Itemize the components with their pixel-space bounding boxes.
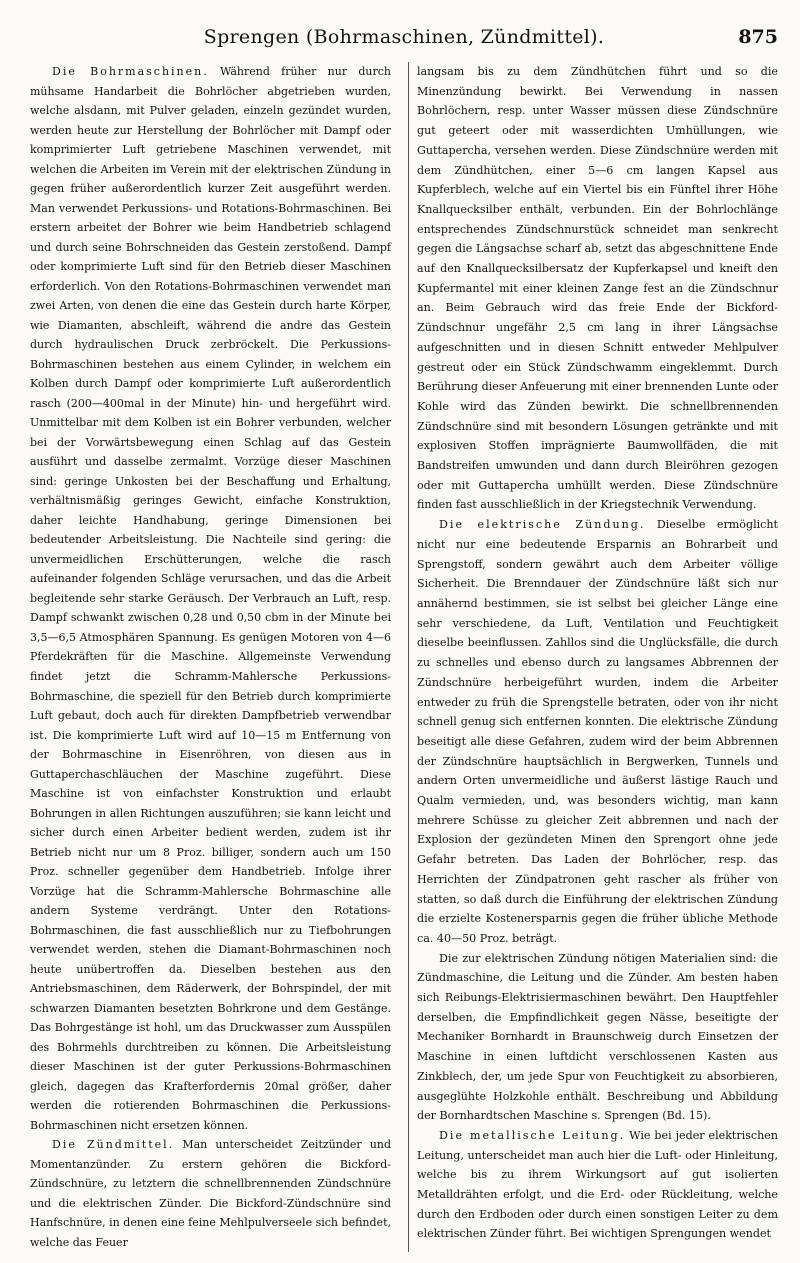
paragraph-metallische-leitung <box>417 1126 778 1244</box>
section-lead: Die elektrische Zündung. <box>439 518 646 532</box>
column-divider <box>408 62 409 1252</box>
paragraph-zuendmittel <box>30 1135 391 1252</box>
paragraph-bohrmaschinen <box>30 62 391 1135</box>
page-header <box>30 12 778 48</box>
paragraph-text: langsam bis zu dem Zündhütchen führt und so die Minenzündung bewirkt. Bei Verwendung in nassen Bohrlöchern, resp. unter Wasser müssen diese Zündschnüre gut geteert oder mit wasserdichten Umhüllungen, wie Guttapercha, versehen werden. Diese Zündschnüre werden mit dem Zündhütchen, einer 5—6 cm langen Kapsel aus Kupferblech, welche auf ein Viertel bis ein Fünftel ihrer Höhe Knallquecksilber enthält, verbunden. Ein der Bohrlochlänge entsprechendes Zündschnurstück schneidet man senkrecht gegen die Längsachse scharf ab, setzt das abgeschnittene Ende auf den Knallquecksilbersatz der Kupferkapsel und kneift den Kupfermantel mit einer kleinen Zange fest an die Zündschnur an. Beim Gebrauch wird das freie Ende der Bickford-Zündschnur ungefähr 2,5 cm lang in ihrer Längsachse aufgeschnitten und in diesen Schnitt entweder Mehlpulver gestreut oder ein Stück Zündschwamm eingeklemmt. Durch Berührung dieser Anfeuerung mit einer brennenden Lunte oder Kohle wird das Zünden bewirkt. Die schnellbrennenden Zündschnüre sind mit besondern Lösungen getränkte und mit explosiven Stoffen imprägnierte Baumwollfäden, die mit Bandstreifen umwunden und dann durch Bleiröhren gezogen oder mit Guttapercha umhüllt werden. Diese Zündschnüre finden fast ausschließlich in der Kriegstechnik Verwendung. <box>417 65 778 512</box>
section-lead: Die Bohrmaschinen. <box>52 65 209 78</box>
paragraph-elektrische-zuendung <box>417 515 778 948</box>
paragraph-text: Während früher nur durch mühsame Handarbeit die Bohrlöcher abgetrieben wurden, welche alsdann, mit Pulver geladen, einzeln gezündet wurden, werden heute zur Herstellung der Bohrlöcher mit Dampf oder komprimierter Luft getriebene Maschinen verwendet, mit welchen die Arbeiten im Verein mit der elektrischen Zündung in gegen früher außerordentlich kurzer Zeit ausgeführt werden. Man verwendet Perkussions- und Rotations-Bohrmaschinen. Bei erstern arbeitet der Bohrer wie beim Handbetrieb schlagend und durch seine Bohrschneiden das Gestein zerstoßend. Dampf oder komprimierte Luft sind für den Betrieb dieser Maschinen erforderlich. Von den Rotations-Bohrmaschinen verwendet man zwei Arten, von denen die eine das Gestein durch harte Körper, wie Diamanten, abschleift, während die andre das Gestein durch hydraulischen Druck zerbröckelt. Die Perkussions-Bohrmaschinen bestehen aus einem Cylinder, in welchem ein Kolben durch Dampf oder komprimierte Luft außerordentlich rasch (200—400mal in der Minute) hin- und hergeführt wird. Unmittelbar mit dem Kolben ist ein Bohrer verbunden, welcher bei der Vorwärtsbewegung einen Schlag auf das Gestein ausführt und dasselbe zermalmt. Vorzüge dieser Maschinen sind: geringe Unkosten bei der Beschaffung und Erhaltung, verhältnismäßig geringes Gewicht, einfache Konstruktion, daher leichte Handhabung, geringe Dimensionen bei bedeutender Arbeitsleistung. Die Nachteile sind gering: die unvermeidlichen Erschütterungen, welche die rasch aufeinander folgenden Schläge verursachen, und das die Arbeit begleitende sehr starke Geräusch. Der Verbrauch an Luft, resp. Dampf schwankt zwischen 0,28 und 0,50 cbm in der Minute bei 3,5—6,5 Atmosphären Spannung. Es genügen Motoren von 4—6 Pferdekräften für die Maschine. Allgemeinste Verwendung findet jetzt die Schramm-Mahlersche Perkussions-Bohrmaschine, die speziell für den Betrieb durch komprimierte Luft gebaut, doch auch für direkten Dampfbetrieb verwendbar ist. Die komprimierte Luft wird auf 10—15 m Entfernung von der Bohrmaschine in Eisenröhren, von diesen aus in Guttaperchaschläuchen der Maschine zugeführt. Diese Maschine ist von einfachster Konstruktion und erlaubt Bohrungen in allen Richtungen auszuführen; sie kann leicht und sicher durch einen Arbeiter bedient werden, zudem ist ihr Betrieb nicht nur um 8 Proz. billiger, sondern auch um 150 Proz. schneller gegenüber dem Handbetrieb. Infolge ihrer Vorzüge hat die Schramm-Mahlersche Bohrmaschine alle andern Systeme verdrängt. Unter den Rotations-Bohrmaschinen, die fast ausschließlich nur zu Tiefbohrungen verwendet werden, stehen die Diamant-Bohrmaschinen noch heute unübertroffen da. Dieselben bestehen aus den Antriebsmaschinen, dem Räderwerk, der Bohrspindel, der mit schwarzen Diamanten besetzten Bohrkrone und dem Gestänge. Das Bohrgestänge ist hohl, um das Druckwasser zum Ausspülen des Bohrmehls durchtreiben zu können. Die Arbeitsleistung dieser Maschinen ist der guter Perkussions-Bohrmaschinen gleich, dagegen das Krafterfordernis 20mal größer, daher werden die rotierenden Bohrmaschinen die Perkussions-Bohrmaschinen nicht ersetzen können. <box>30 65 391 1132</box>
paragraph-text: Dieselbe ermöglicht nicht nur eine bedeutende Ersparnis an Bohrarbeit und Sprengstoff, sondern gewährt auch dem Arbeiter völlige Sicherheit. Die Brenndauer der Zündschnüre läßt sich nur annähernd bestimmen, sie ist selbst bei gleicher Länge eine sehr verschiedene, da Luft, Ventilation und Feuchtigkeit dieselbe beeinflussen. Zahllos sind die Unglücksfälle, die durch zu schnelles und ebenso durch zu langsames Abbrennen der Zündschnüre herbeigeführt wurden, indem die Arbeiter entweder zu früh die Sprengstelle betraten, oder von ihr nicht schnell genug sich entfernen konnten. Die elektrische Zündung beseitigt alle diese Gefahren, zudem wird der beim Abbrennen der Zündschnüre hauptsächlich in Bergwerken, Tunnels und andern Orten unvermeidliche und äußerst lästige Rauch und Qualm vermieden, und, was besonders wichtig, man kann mehrere Schüsse zu gleicher Zeit abbrennen und nach der Explosion der gezündeten Minen den Sprengort ohne jede Gefahr betreten. Das Laden der Bohrlöcher, resp. das Herrichten der Zündpatronen geht rascher als früher von statten, so daß durch die Einführung der elektrischen Zündung die erzielte Kostenersparnis gegen die früher übliche Methode ca. 40—50 Proz. beträgt. <box>417 518 778 945</box>
left-column <box>30 62 391 1252</box>
paragraph-continuation <box>417 62 778 515</box>
section-lead: Die Zündmittel. <box>52 1138 175 1152</box>
page-number: 875 <box>738 26 778 48</box>
running-title: Sprengen (Bohrmaschinen, Zündmittel). <box>203 26 605 48</box>
paragraph-text: Man unterscheidet Zeitzünder und Momentanzünder. Zu erstern gehören die Bickford-Zündschnüre, zu letztern die schnellbrennenden Zündschnüre und die elektrischen Zünder. Die Bickford-Zündschnüre sind Hanfschnüre, in denen eine feine Mehlpulverseele sich befindet, welche das Feuer <box>30 1138 391 1249</box>
paragraph-text: Wie bei jeder elektrischen Leitung, unterscheidet man auch hier die Luft- oder Hinleitung, welche bis zu ihrem Wirkungsort auf gut isolierten Metalldrähten erfolgt, und die Erd- oder Rückleitung, welche durch den Erdboden oder durch einen sonstigen Leiter zu dem elektrischen Zünder führt. Bei wichtigen Sprengungen wendet <box>417 1128 778 1241</box>
paragraph-text: Die zur elektrischen Zündung nötigen Materialien sind: die Zündmaschine, die Leitung und die Zünder. Am besten haben sich Reibungs-Elektrisiermaschinen bewährt. Den Hauptfehler derselben, die Empfindlichkeit gegen Nässe, beseitigte der Mechaniker Bornhardt in Braunschweig durch Einsetzen der Maschine in einen luftdicht verschlossenen Kasten aus Zinkblech, der, um jede Spur von Feuchtigkeit zu absorbieren, ausgeglühte Holzkohle enthält. Beschreibung und Abbildung der Bornhardtschen Maschine s. Sprengen (Bd. 15). <box>417 951 778 1123</box>
paragraph-materialien <box>417 949 778 1126</box>
section-lead: Die metallische Leitung. <box>439 1128 626 1142</box>
right-column <box>417 62 778 1244</box>
